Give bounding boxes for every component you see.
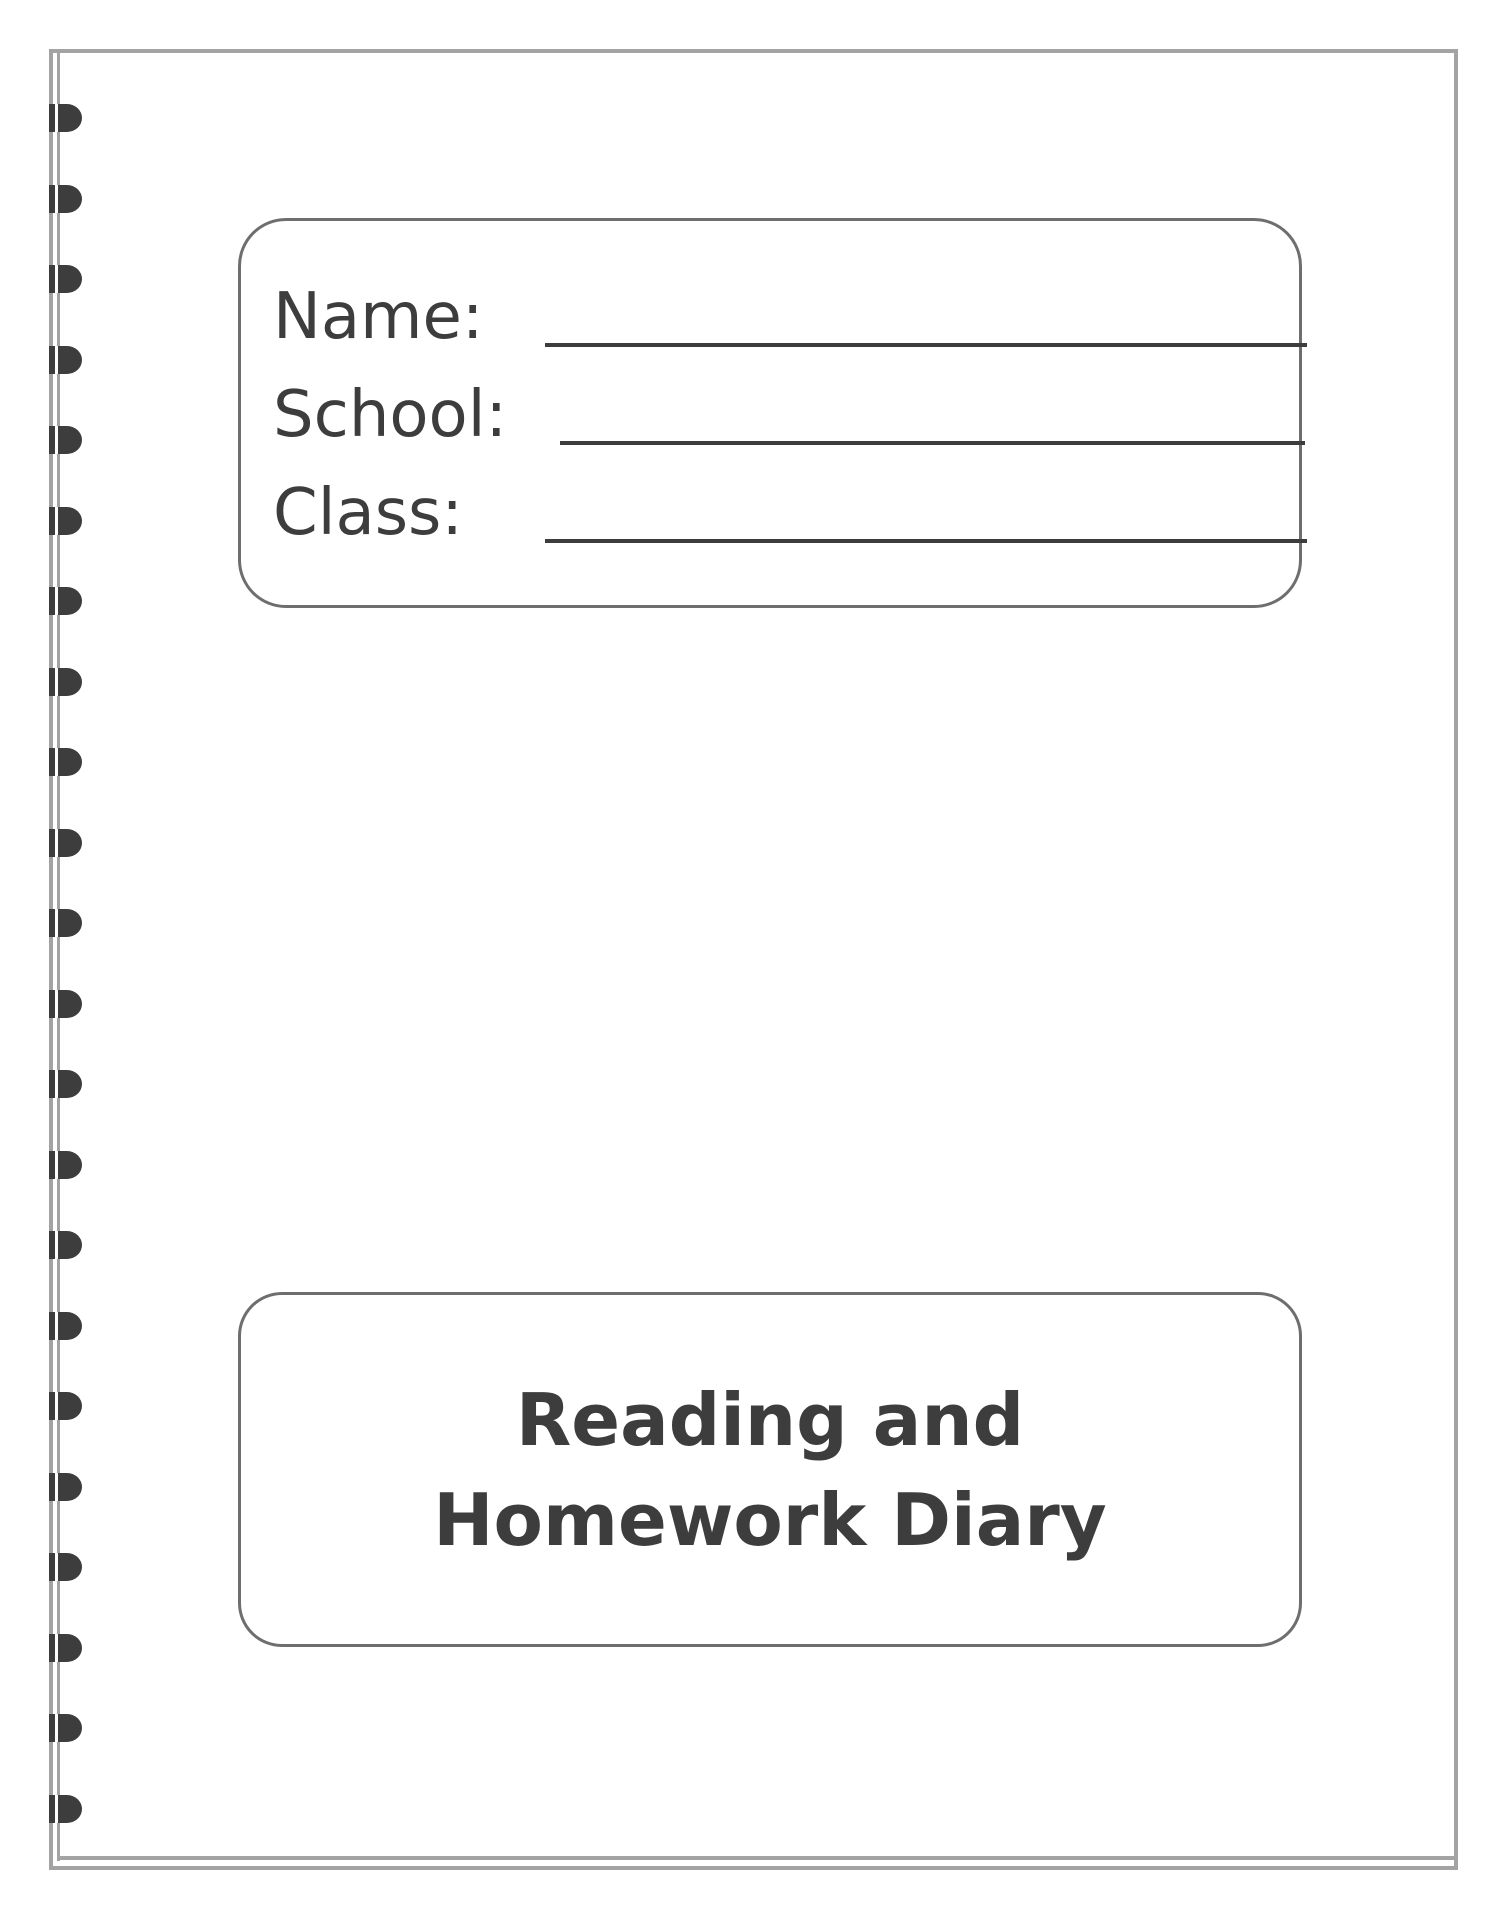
spiral-binding-ring-icon (47, 745, 86, 779)
spiral-binding-ring-icon (47, 262, 86, 296)
class-label: Class: (273, 476, 463, 550)
spiral-binding-ring-icon (47, 504, 86, 538)
name-field-row (273, 279, 1273, 359)
spiral-binding-ring-icon (47, 1711, 86, 1745)
spiral-binding-ring-icon (47, 1631, 86, 1665)
spiral-binding-ring-icon (47, 1067, 86, 1101)
spiral-binding-ring-icon (47, 182, 86, 216)
class-write-line[interactable] (545, 539, 1307, 543)
school-label: School: (273, 378, 508, 452)
spiral-binding-ring-icon (47, 1148, 86, 1182)
spiral-binding-ring-icon (47, 987, 86, 1021)
class-field-row (273, 475, 1273, 555)
spiral-binding-ring-icon (47, 1309, 86, 1343)
spiral-binding-ring-icon (47, 1389, 86, 1423)
spiral-binding-ring-icon (47, 1550, 86, 1584)
school-field-row (273, 377, 1273, 457)
school-write-line[interactable] (560, 441, 1305, 445)
title-box (238, 1292, 1302, 1647)
title-line-1: Reading and (515, 1377, 1025, 1462)
spiral-binding-ring-icon (47, 665, 86, 699)
name-write-line[interactable] (545, 343, 1307, 347)
student-info-box (238, 218, 1302, 608)
spiral-binding-ring-icon (47, 906, 86, 940)
spiral-binding-ring-icon (47, 584, 86, 618)
spiral-binding-ring-icon (47, 1470, 86, 1504)
spiral-binding-ring-icon (47, 1228, 86, 1262)
name-label: Name: (273, 280, 484, 354)
spiral-binding-ring-icon (47, 101, 86, 135)
spiral-binding-ring-icon (47, 826, 86, 860)
page-bottom-edge (57, 1856, 1458, 1860)
spiral-binding-ring-icon (47, 343, 86, 377)
spine-edge (57, 51, 60, 1861)
spiral-binding-ring-icon (47, 423, 86, 457)
title-line-2: Homework Diary (433, 1477, 1107, 1562)
spiral-binding-ring-icon (47, 1792, 86, 1826)
